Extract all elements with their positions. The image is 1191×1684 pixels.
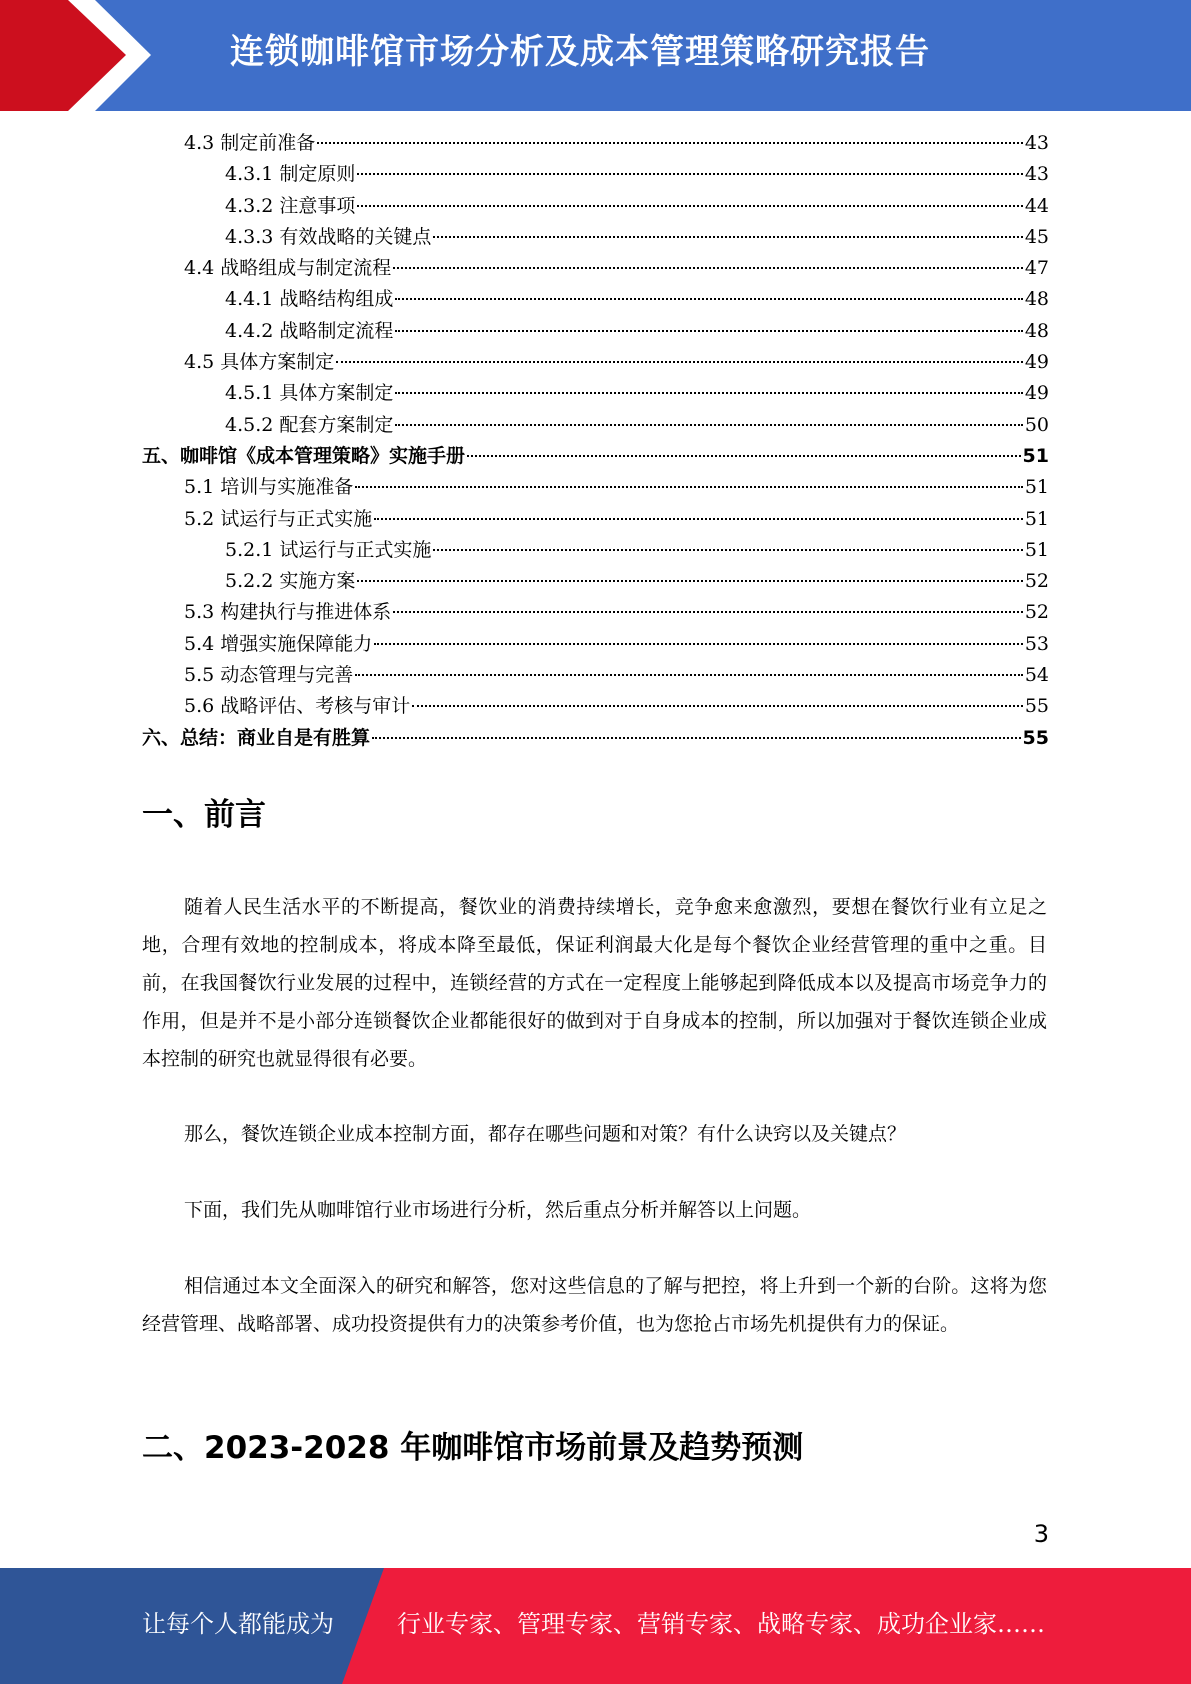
toc-dot-leader [393,611,1023,613]
footer-slogan-right: 行业专家、管理专家、营销专家、战略专家、成功企业家…… [397,1610,1045,1638]
toc-entry-page: 54 [1024,664,1049,687]
toc-entry-page: 49 [1024,351,1049,374]
toc-entry[interactable] [142,316,1049,347]
toc-entry[interactable] [142,410,1049,441]
toc-entry-title: 5.5 动态管理与完善 [184,664,354,687]
toc-entry[interactable] [142,566,1049,597]
table-of-contents [142,128,1049,754]
section-heading-preface: 一、前言 [142,797,266,833]
toc-entry-title: 5.3 构建执行与推进体系 [184,601,392,624]
toc-entry-page: 43 [1024,132,1049,154]
toc-entry[interactable] [142,253,1049,284]
toc-entry-page: 48 [1024,288,1049,311]
toc-entry[interactable] [142,723,1049,754]
toc-dot-leader [467,455,1021,457]
toc-dot-leader [357,580,1022,582]
toc-entry-page: 48 [1024,319,1049,342]
toc-entry-page: 51 [1024,507,1049,530]
toc-dot-leader [393,267,1023,269]
toc-entry[interactable] [142,660,1049,691]
toc-entry-page: 52 [1024,601,1049,624]
toc-entry[interactable] [142,629,1049,660]
toc-dot-leader [317,142,1023,144]
toc-dot-leader [355,486,1023,488]
toc-entry-page: 51 [1022,444,1049,467]
toc-entry-title: 5.2 试运行与正式实施 [184,507,373,530]
toc-dot-leader [395,330,1022,332]
toc-entry[interactable] [142,191,1049,222]
toc-entry-title: 5.6 战略评估、考核与审计 [184,695,411,718]
toc-entry-page: 45 [1024,225,1049,248]
toc-dot-leader [357,173,1022,175]
toc-dot-leader [433,236,1022,238]
toc-entry-page: 51 [1024,476,1049,499]
toc-entry[interactable] [142,128,1049,159]
toc-entry-title: 4.5.1 具体方案制定 [225,382,394,405]
toc-entry[interactable] [142,472,1049,503]
toc-dot-leader [336,361,1023,363]
toc-entry[interactable] [142,535,1049,566]
toc-entry-title: 4.3.3 有效战略的关键点 [225,225,432,248]
report-footer [0,1568,1191,1684]
report-title: 连锁咖啡馆市场分析及成本管理策略研究报告 [230,32,930,72]
toc-entry-page: 52 [1024,570,1049,593]
toc-entry-title: 4.5 具体方案制定 [184,351,335,374]
toc-dot-leader [395,424,1022,426]
toc-entry[interactable] [142,347,1049,378]
toc-entry-title: 4.3.2 注意事项 [225,194,356,217]
toc-entry-title: 六、总结：商业自是有胜算 [142,726,371,749]
toc-entry[interactable] [142,378,1049,409]
toc-entry[interactable] [142,159,1049,190]
toc-entry-page: 47 [1024,257,1049,280]
toc-entry-page: 51 [1024,538,1049,561]
toc-entry-page: 50 [1024,413,1049,436]
page-number: 3 [1033,1520,1049,1548]
toc-entry-page: 55 [1022,726,1049,749]
toc-entry[interactable] [142,222,1049,253]
toc-dot-leader [357,205,1022,207]
toc-dot-leader [374,518,1023,520]
report-header [0,0,1191,111]
toc-entry-page: 55 [1024,695,1049,718]
toc-dot-leader [372,737,1021,739]
toc-entry-title: 4.3.1 制定原则 [225,163,356,186]
toc-entry-title: 5.2.1 试运行与正式实施 [225,538,432,561]
toc-entry-page: 49 [1024,382,1049,405]
toc-dot-leader [355,674,1023,676]
footer-slogan-left: 让每个人都能成为 [142,1610,334,1638]
toc-dot-leader [412,705,1023,707]
toc-entry-title: 4.3 制定前准备 [184,132,316,154]
toc-entry-title: 5.1 培训与实施准备 [184,476,354,499]
toc-entry[interactable] [142,441,1049,472]
toc-dot-leader [374,643,1023,645]
toc-entry-title: 4.4.1 战略结构组成 [225,288,394,311]
toc-entry-title: 4.4 战略组成与制定流程 [184,257,392,280]
preface-paragraph: 那么，餐饮连锁企业成本控制方面，都存在哪些问题和对策？有什么诀窍以及关键点？ [184,1123,907,1145]
toc-entry[interactable] [142,597,1049,628]
toc-entry-page: 43 [1024,163,1049,186]
toc-entry[interactable] [142,504,1049,535]
toc-dot-leader [395,298,1022,300]
toc-entry[interactable] [142,284,1049,315]
header-chevron-accent [0,0,170,111]
toc-entry-title: 4.5.2 配套方案制定 [225,413,394,436]
section-heading-market-forecast: 二、2023-2028 年咖啡馆市场前景及趋势预测 [142,1430,804,1466]
toc-entry-title: 五、咖啡馆《成本管理策略》实施手册 [142,444,466,467]
toc-entry-page: 53 [1024,632,1049,655]
toc-dot-leader [395,392,1022,394]
toc-entry-page: 44 [1024,194,1049,217]
toc-dot-leader [433,549,1022,551]
preface-paragraph: 下面，我们先从咖啡馆行业市场进行分析，然后重点分析并解答以上问题。 [184,1199,812,1221]
toc-entry-title: 5.4 增强实施保障能力 [184,632,373,655]
preface-paragraph: 随着人民生活水平的不断提高，餐饮业的消费持续增长，竞争愈来愈激烈，要想在餐饮行业有立足之地，合理有效地的控制成本，将成本降至最低，保证利润最大化是每个餐饮企业经营管理的重中之重。目前，在我国餐饮行业发展的过程中，连锁经营的方式在一定程度上能够起到降低成本以及提高市场竞争力的作用，但是并不是小部分连锁餐饮企业都能很好的做到对于自身成本的控制，所以加强对于餐饮连锁企业成本控制的研究也就显得很有必要。 [142,896,1047,1070]
toc-entry[interactable] [142,691,1049,722]
toc-entry-title: 4.4.2 战略制定流程 [225,319,394,342]
preface-paragraph: 相信通过本文全面深入的研究和解答，您对这些信息的了解与把控，将上升到一个新的台阶。这将为您经营管理、战略部署、成功投资提供有力的决策参考价值，也为您抢占市场先机提供有力的保证。 [142,1275,1047,1335]
toc-entry-title: 5.2.2 实施方案 [225,570,356,593]
